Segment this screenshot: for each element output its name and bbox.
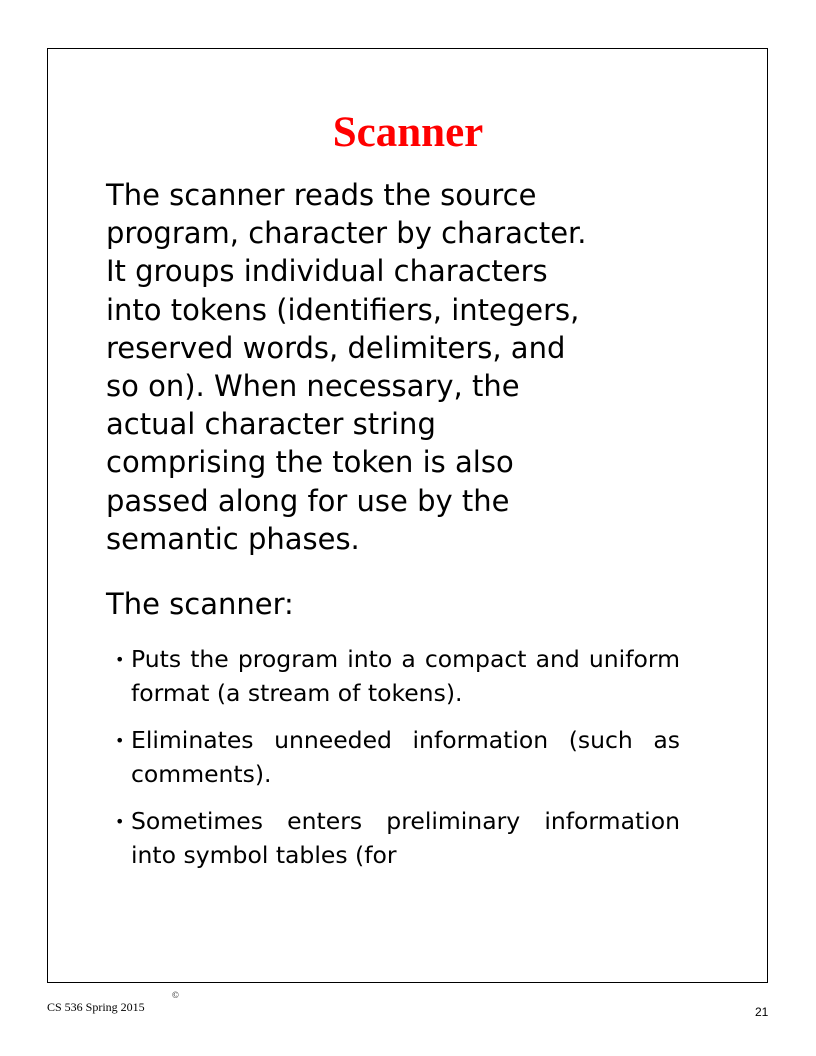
bullet-item xyxy=(115,724,680,791)
copyright-icon: © xyxy=(172,990,179,1000)
page-number: 21 xyxy=(755,1005,769,1019)
bullet-text: Puts the program into a compact and uniform format (a stream of tokens). xyxy=(131,645,680,707)
bullet-item xyxy=(115,643,680,710)
footer-course: CS 536 Spring 2015 xyxy=(47,1000,145,1014)
bullet-icon: • xyxy=(115,650,125,669)
bullet-list xyxy=(115,643,680,886)
intro-paragraph: The scanner reads the source program, character by character. It groups individual characters into tokens (identifiers, integers, reserved words, delimiters, and so on). When necessary, the actual character string comprising the token is also passed along for use by the semantic phases. xyxy=(106,178,587,556)
slide-title: Scanner xyxy=(332,109,484,156)
bullet-icon: • xyxy=(115,731,125,750)
bullet-text: Eliminates unneeded information (such as comments). xyxy=(131,726,680,788)
bullet-item xyxy=(115,805,680,872)
bullet-text: Sometimes enters preliminary information into symbol tables (for xyxy=(131,807,680,869)
subheading: The scanner: xyxy=(106,587,294,621)
bullet-icon: • xyxy=(115,812,125,831)
